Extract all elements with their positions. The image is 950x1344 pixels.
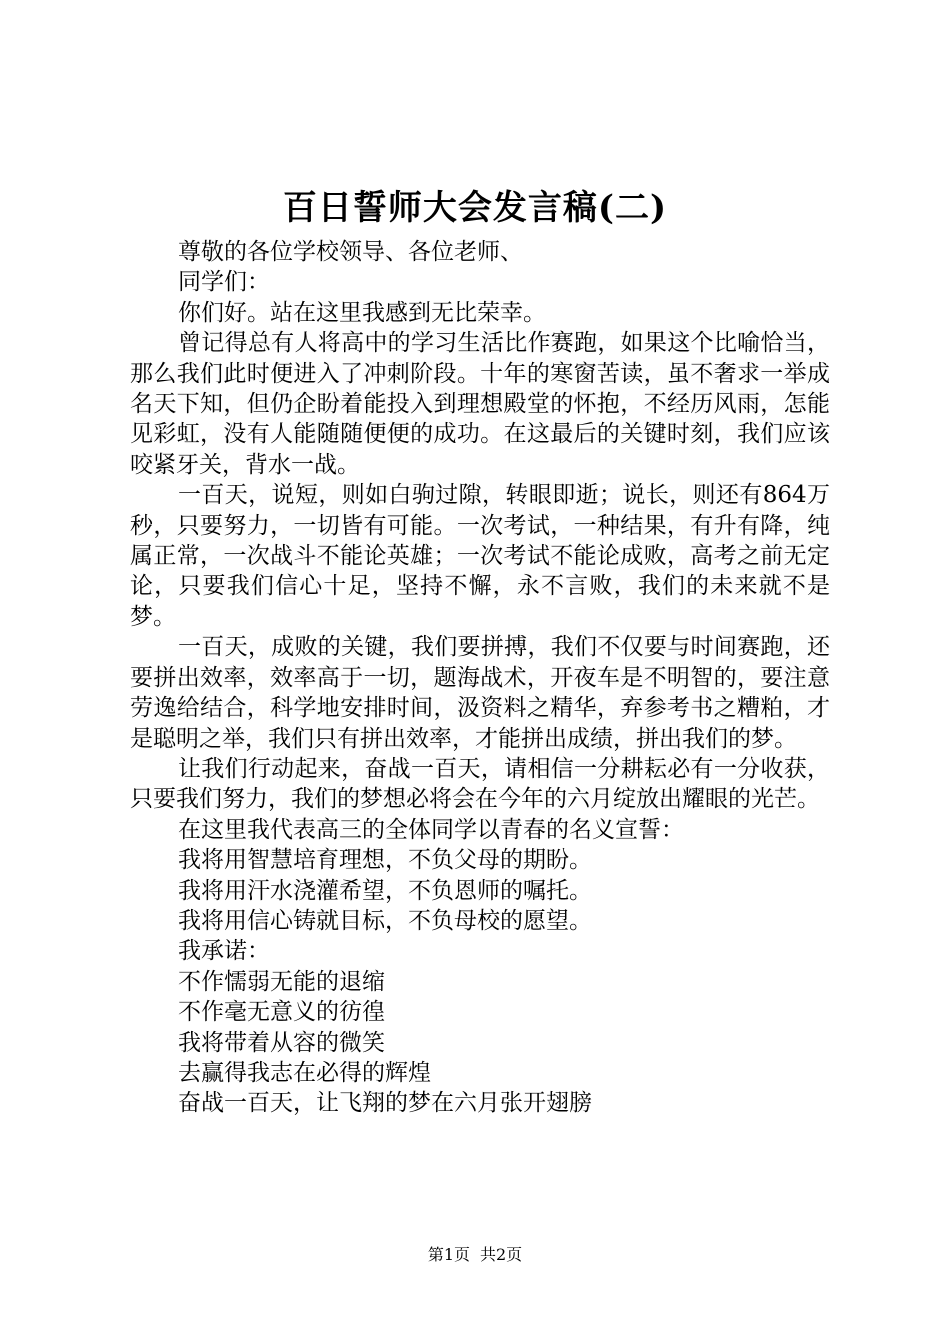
paragraph: 去赢得我志在必得的辉煌 (178, 1059, 431, 1086)
paragraph: 尊敬的各位学校领导、各位老师、 (178, 239, 523, 265)
paragraph: 我承诺： (178, 938, 270, 965)
paragraph: 曾记得总有人将高中的学习生活比作赛跑，如果这个比喻恰当，那么我们此时便进入了冲刺阶段。十年的寒窗苦读，虽不奢求一举成名天下知，但仍企盼着能投入到理想殿堂的怀抱，不经历风雨，怎能见彩虹，没有人能随随便便的成功。在这最后的关键时刻，我们应该咬紧牙关，背水一战。 (130, 330, 830, 478)
page-footer (0, 1244, 950, 1266)
paragraph: 我将用汗水浇灌希望，不负恩师的嘱托。 (178, 877, 592, 904)
page-number: 第1页 (427, 1245, 470, 1264)
paragraph: 同学们： (178, 269, 270, 296)
paragraph: 不作毫无意义的彷徨 (178, 999, 385, 1026)
paragraph: 在这里我代表高三的全体同学以青春的名义宣誓： (178, 816, 684, 843)
page-count: 共2页 (480, 1245, 523, 1264)
paragraph: 一百天，成败的关键，我们要拼搏，我们不仅要与时间赛跑，还要拼出效率，效率高于一切，题海战术，开夜车是不明智的，要注意劳逸给结合，科学地安排时间，汲资料之精华，弃参考书之糟粕，才是聪明之举，我们只有拼出效率，才能拼出成绩，拼出我们的梦。 (130, 634, 830, 752)
document-title: 百日誓师大会发言稿(二) (282, 188, 668, 228)
paragraph: 奋战一百天，让飞翔的梦在六月张开翅膀 (178, 1090, 592, 1117)
paragraph: 让我们行动起来，奋战一百天，请相信一分耕耘必有一分收获，只要我们努力，我们的梦想必将会在今年的六月绽放出耀眼的光芒。 (130, 755, 830, 813)
paragraph: 一百天，说短，则如白驹过隙，转眼即逝；说长，则还有864万秒，只要努力，一切皆有可能。一次考试，一种结果，有升有降，纯属正常，一次战斗不能论英雄；一次考试不能论成败，高考之前无定论，只要我们信心十足，坚持不懈，永不言败，我们的未来就不是梦。 (130, 482, 830, 630)
paragraph: 不作懦弱无能的退缩 (178, 968, 385, 995)
paragraph: 我将用信心铸就目标，不负母校的愿望。 (178, 907, 592, 934)
document-body (130, 237, 830, 1119)
paragraph: 你们好。站在这里我感到无比荣幸。 (178, 299, 546, 326)
paragraph: 我将带着从容的微笑 (178, 1029, 385, 1056)
paragraph: 我将用智慧培育理想，不负父母的期盼。 (178, 847, 592, 874)
